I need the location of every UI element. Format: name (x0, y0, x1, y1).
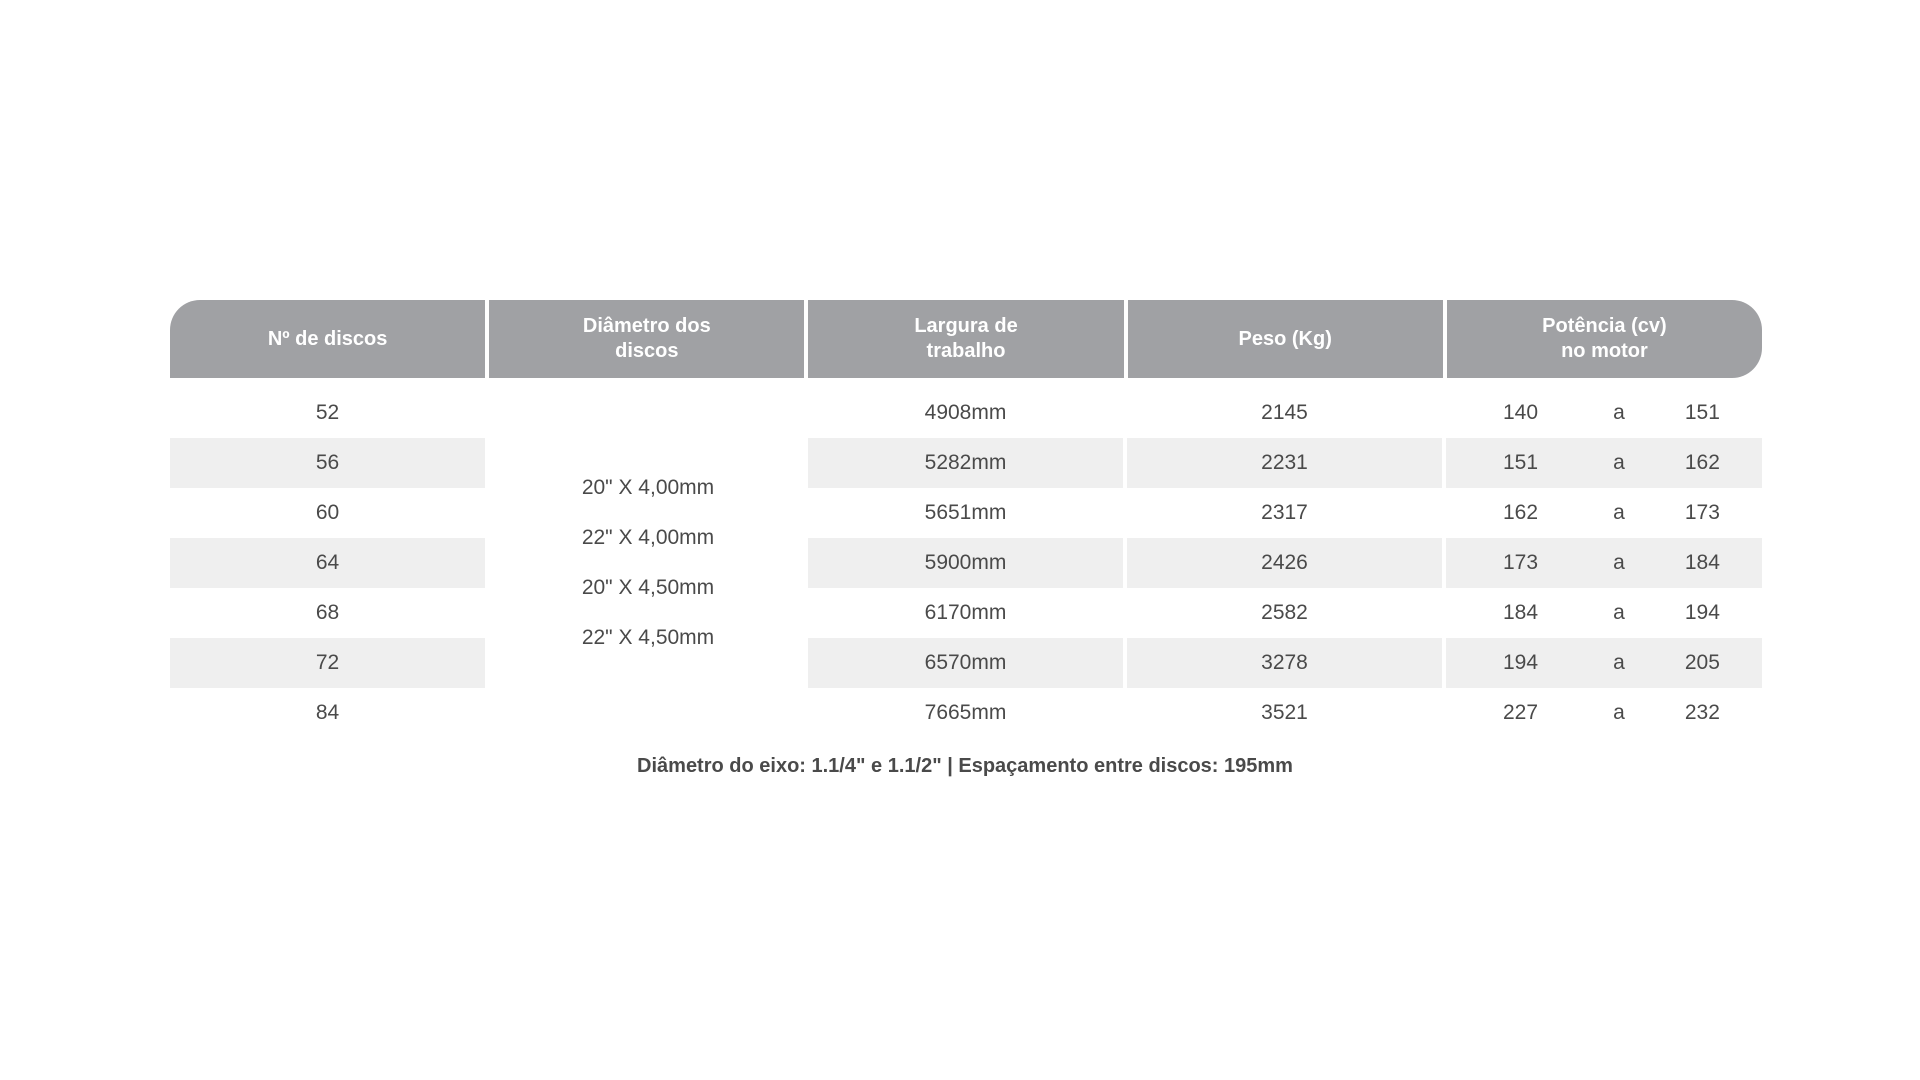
potencia-separator: a (1613, 601, 1625, 624)
specs-table (170, 300, 1762, 738)
potencia-max: 162 (1684, 451, 1720, 474)
cell-peso: 3278 (1127, 638, 1442, 688)
potencia-separator: a (1613, 701, 1625, 724)
header-num-discos: Nº de discos (170, 300, 485, 378)
header-peso: Peso (Kg) (1128, 300, 1443, 378)
cell-largura: 5282mm (808, 438, 1123, 488)
cell-num-discos: 64 (170, 538, 485, 588)
cell-potencia (1446, 388, 1762, 438)
potencia-min: 140 (1503, 401, 1539, 424)
diameter-option: 22" X 4,00mm (581, 526, 715, 549)
cell-peso: 2145 (1261, 401, 1308, 424)
cell-num-discos: 72 (170, 638, 485, 688)
table-row (170, 538, 1762, 588)
table-header (170, 300, 1762, 378)
diameter-option: 20" X 4,00mm (581, 476, 715, 499)
potencia-max: 232 (1684, 701, 1720, 724)
cell-potencia (1446, 488, 1762, 538)
potencia-max: 173 (1684, 501, 1720, 524)
potencia-max: 184 (1684, 551, 1720, 574)
cell-largura: 5651mm (924, 501, 1007, 524)
potencia-max: 194 (1684, 601, 1720, 624)
diameter-list (490, 388, 806, 738)
cell-peso: 2317 (1261, 501, 1308, 524)
table-row (170, 638, 1762, 688)
potencia-min: 151 (1503, 451, 1539, 474)
cell-potencia (1446, 588, 1762, 638)
cell-potencia (1446, 538, 1762, 588)
potencia-min: 173 (1503, 551, 1539, 574)
cell-num-discos: 52 (315, 401, 340, 424)
table-row (170, 388, 1762, 438)
cell-num-discos: 84 (315, 701, 340, 724)
table-row (170, 588, 1762, 638)
header-potencia: Potência (cv) no motor (1447, 300, 1762, 378)
diameter-option: 22" X 4,50mm (581, 626, 715, 649)
potencia-min: 162 (1503, 501, 1539, 524)
diameter-option: 20" X 4,50mm (581, 576, 715, 599)
potencia-separator: a (1613, 401, 1625, 424)
table-body (170, 388, 1762, 738)
potencia-separator: a (1613, 651, 1625, 674)
header-diametro-discos: Diâmetro dos discos (489, 300, 804, 378)
cell-largura: 4908mm (924, 401, 1007, 424)
potencia-max: 151 (1684, 401, 1720, 424)
cell-largura: 6170mm (924, 601, 1007, 624)
cell-peso: 2582 (1261, 601, 1308, 624)
potencia-separator: a (1613, 451, 1625, 474)
cell-peso: 2231 (1127, 438, 1442, 488)
cell-potencia (1446, 638, 1762, 688)
cell-largura: 6570mm (808, 638, 1123, 688)
potencia-max: 205 (1684, 651, 1720, 674)
potencia-separator: a (1613, 501, 1625, 524)
potencia-min: 194 (1503, 651, 1539, 674)
potencia-min: 184 (1503, 601, 1539, 624)
header-largura-trabalho: Largura de trabalho (808, 300, 1123, 378)
cell-largura: 5900mm (808, 538, 1123, 588)
footer-note: Diâmetro do eixo: 1.1/4" e 1.1/2" | Espaçamento entre discos: 195mm (637, 755, 1293, 777)
cell-peso: 3521 (1261, 701, 1308, 724)
table-row (170, 488, 1762, 538)
potencia-separator: a (1613, 551, 1625, 574)
table-row (170, 688, 1762, 738)
potencia-min: 227 (1503, 701, 1539, 724)
cell-num-discos: 56 (170, 438, 485, 488)
cell-largura: 7665mm (924, 701, 1007, 724)
cell-potencia (1446, 688, 1762, 738)
cell-num-discos: 60 (315, 501, 340, 524)
cell-num-discos: 68 (315, 601, 340, 624)
cell-peso: 2426 (1127, 538, 1442, 588)
table-row (170, 438, 1762, 488)
cell-potencia (1446, 438, 1762, 488)
